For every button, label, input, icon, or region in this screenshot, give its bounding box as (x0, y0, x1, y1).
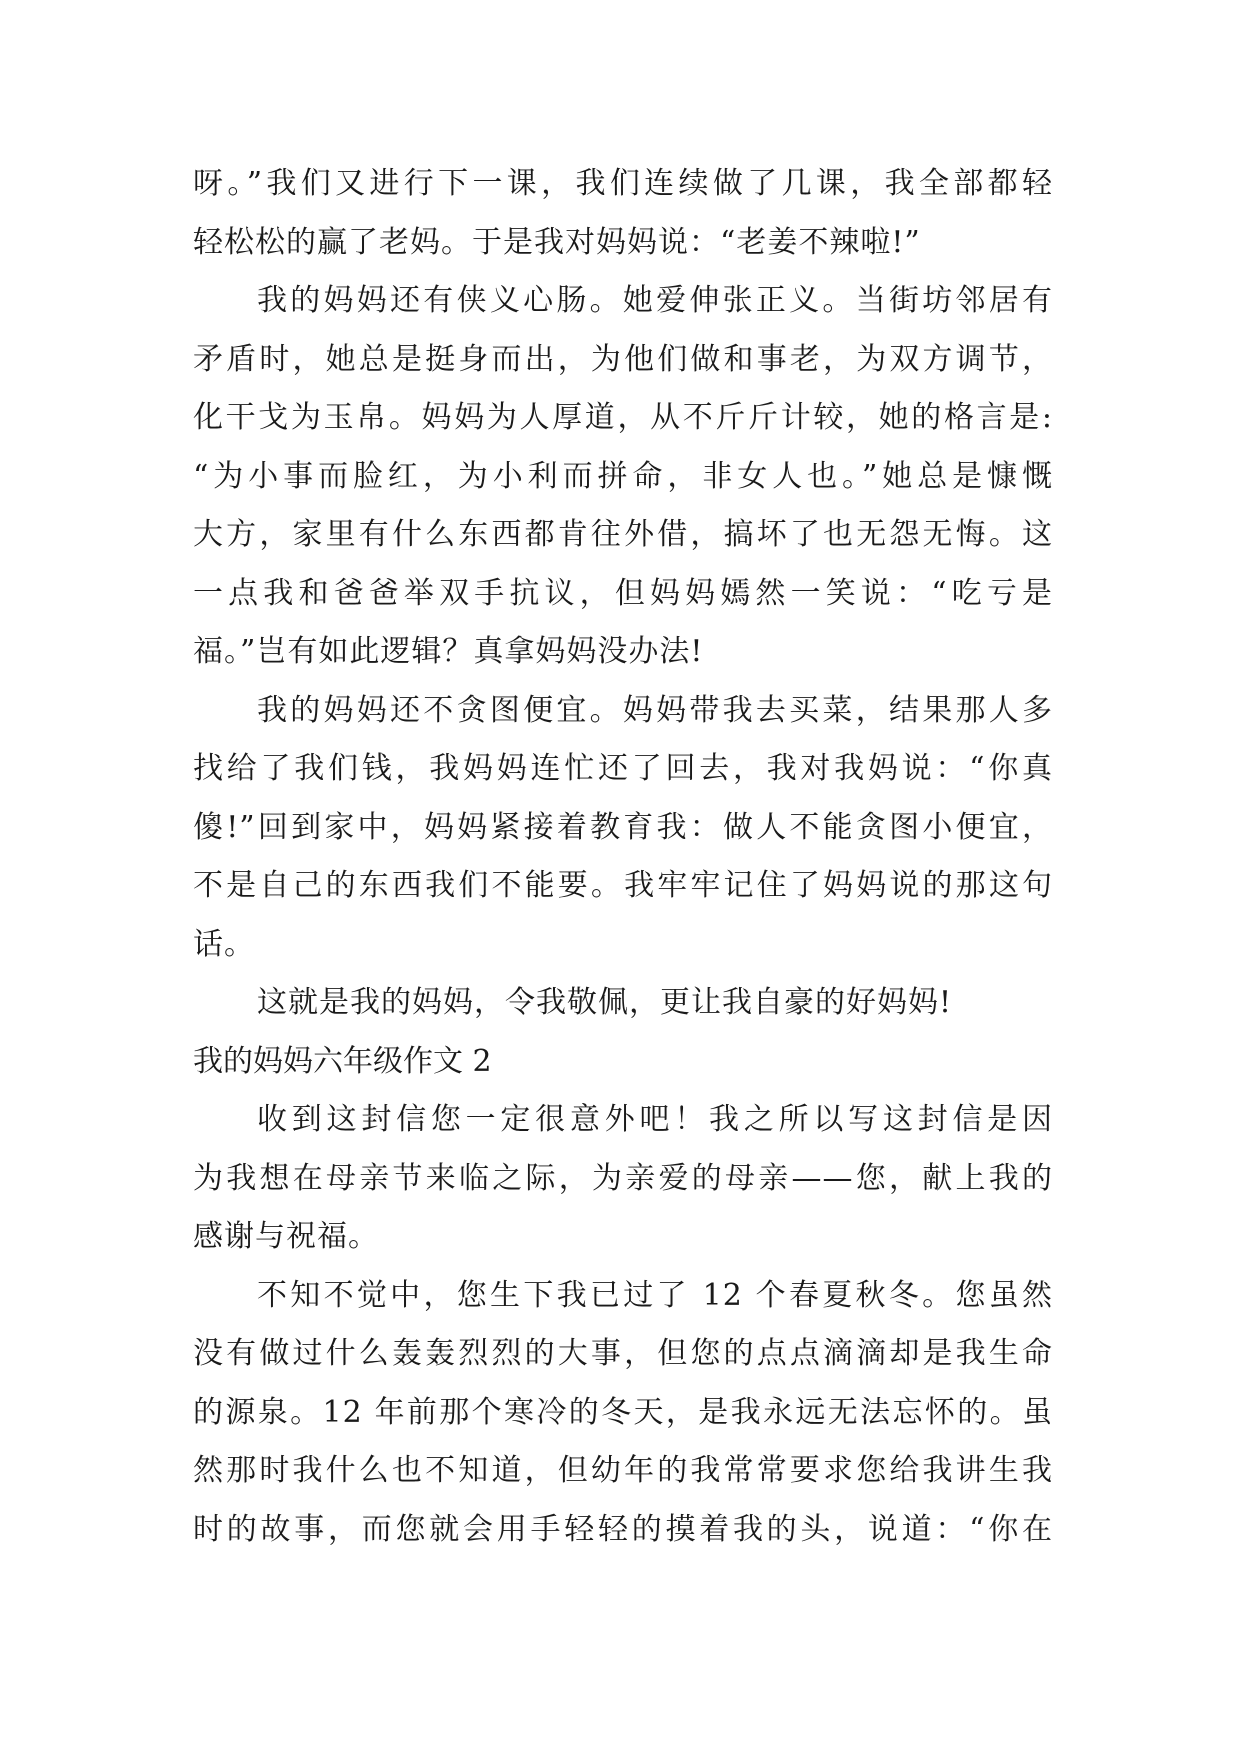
text-line: 找给了我们钱，我妈妈连忙还了回去，我对我妈说：“你真 (193, 751, 1053, 786)
text-line: 的源泉。12 年前那个寒冷的冬天，是我永远无法忘怀的。虽 (193, 1394, 1053, 1430)
text-line: 化干戈为玉帛。妈妈为人厚道，从不斤斤计较，她的格言是: (193, 400, 1053, 435)
text-line: 呀。”我们又进行下一课，我们连续做了几课，我全部都轻 (193, 166, 1053, 201)
text-line: 然那时我什么也不知道，但幼年的我常常要求您给我讲生我 (193, 1453, 1053, 1488)
section-heading: 我的妈妈六年级作文 2 (193, 1043, 492, 1079)
text-line: 不知不觉中，您生下我已过了 12 个春夏秋冬。您虽然 (257, 1277, 1053, 1313)
text-line: 一点我和爸爸举双手抗议，但妈妈嫣然一笑说：“吃亏是 (193, 575, 1053, 611)
text-line: 话。 (193, 926, 255, 962)
text-line: 我的妈妈还有侠义心肠。她爱伸张正义。当街坊邻居有 (257, 283, 1053, 318)
text-line: 感谢与祝福。 (193, 1219, 379, 1254)
text-line: 这就是我的妈妈，令我敬佩，更让我自豪的好妈妈! (257, 985, 953, 1020)
document-page (193, 155, 1053, 1559)
text-line: 没有做过什么轰轰烈烈的大事，但您的点点滴滴却是我生命 (193, 1336, 1053, 1371)
text-line: 大方，家里有什么东西都肯往外借，搞坏了也无怨无悔。这 (193, 517, 1053, 552)
text-line: 轻松松的赢了老妈。于是我对妈妈说：“老姜不辣啦!” (193, 224, 921, 260)
text-line: “为小事而脸红，为小利而拼命，非女人也。”她总是慷慨 (193, 458, 1053, 494)
text-line: 我的妈妈还不贪图便宜。妈妈带我去买菜，结果那人多 (257, 692, 1053, 728)
text-line: 时的故事，而您就会用手轻轻的摸着我的头，说道：“你在 (193, 1511, 1053, 1547)
text-line: 矛盾时，她总是挺身而出，为他们做和事老，为双方调节， (193, 341, 1053, 377)
text-line: 福。”岂有如此逻辑？真拿妈妈没办法! (193, 634, 704, 669)
text-line: 为我想在母亲节来临之际，为亲爱的母亲——您，献上我的 (193, 1160, 1053, 1196)
text-line: 收到这封信您一定很意外吧！我之所以写这封信是因 (257, 1102, 1053, 1137)
text-line: 傻!”回到家中，妈妈紧接着教育我：做人不能贪图小便宜， (193, 809, 1053, 845)
text-line: 不是自己的东西我们不能要。我牢牢记住了妈妈说的那这句 (193, 868, 1053, 903)
